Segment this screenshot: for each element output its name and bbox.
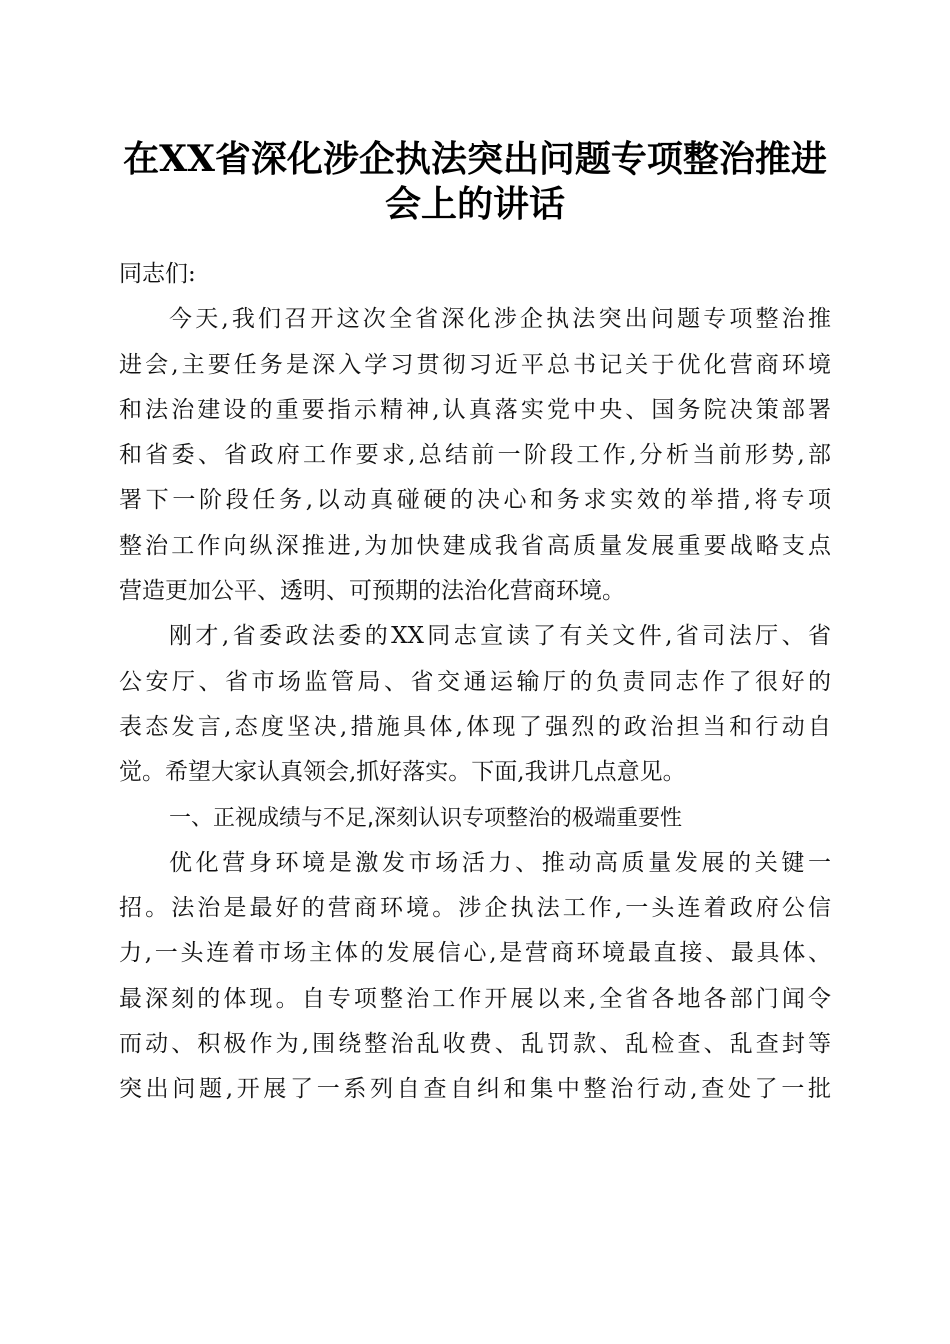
paragraph-2-line-4: 觉。希望大家认真领会,抓好落实。下面,我讲几点意见。 — [119, 759, 686, 786]
paragraph-1-line-1: 今天,我们召开这次全省深化涉企执法突出问题专项整治推 — [169, 306, 831, 333]
title-line-2: 会上的讲话 — [384, 183, 565, 226]
paragraph-1 — [119, 297, 831, 614]
paragraph-3-line-1: 优化营身环境是激发市场活力、推动高质量发展的关键一 — [169, 849, 831, 876]
paragraph-1-line-2: 进会,主要任务是深入学习贯彻习近平总书记关于优化营商环境 — [119, 351, 831, 378]
paragraph-2-line-3: 表态发言,态度坚决,措施具体,体现了强烈的政治担当和行动自 — [119, 713, 831, 740]
paragraph-1-line-5: 署下一阶段任务,以动真碰硬的决心和务求实效的举措,将专项 — [119, 487, 831, 514]
paragraph-3-line-6: 突出问题,开展了一系列自查自纠和集中整治行动,查处了一批 — [119, 1076, 831, 1103]
paragraph-2-line-1: 刚才,省委政法委的XX同志宣读了有关文件,省司法厅、省 — [169, 623, 831, 650]
paragraph-1-line-7: 营造更加公平、透明、可预期的法治化营商环境。 — [119, 578, 625, 605]
paragraph-2-line-2: 公安厅、省市场监管局、省交通运输厅的负责同志作了很好的 — [119, 668, 831, 695]
paragraph-1-line-6: 整治工作向纵深推进,为加快建成我省高质量发展重要战略支点 — [119, 532, 831, 559]
document-title — [100, 134, 850, 225]
title-line-1: 在XX省深化涉企执法突出问题专项整治推进 — [123, 138, 827, 180]
section-1-heading: 一、正视成绩与不足,深刻认识专项整治的极端重要性 — [169, 805, 682, 831]
salutation: 同志们: — [119, 261, 196, 287]
paragraph-3 — [119, 841, 831, 1113]
document-body — [119, 252, 831, 1113]
paragraph-3-line-2: 招。法治是最好的营商环境。涉企执法工作,一头连着政府公信 — [119, 895, 831, 922]
paragraph-3-line-4: 最深刻的体现。自专项整治工作开展以来,全省各地各部门闻令 — [119, 985, 831, 1012]
paragraph-2 — [119, 614, 831, 795]
paragraph-3-line-3: 力,一头连着市场主体的发展信心,是营商环境最直接、最具体、 — [119, 940, 831, 967]
paragraph-1-line-4: 和省委、省政府工作要求,总结前一阶段工作,分析当前形势,部 — [119, 442, 831, 469]
paragraph-3-line-5: 而动、积极作为,围绕整治乱收费、乱罚款、乱检查、乱查封等 — [119, 1031, 831, 1058]
paragraph-1-line-3: 和法治建设的重要指示精神,认真落实党中央、国务院决策部署 — [119, 396, 831, 423]
